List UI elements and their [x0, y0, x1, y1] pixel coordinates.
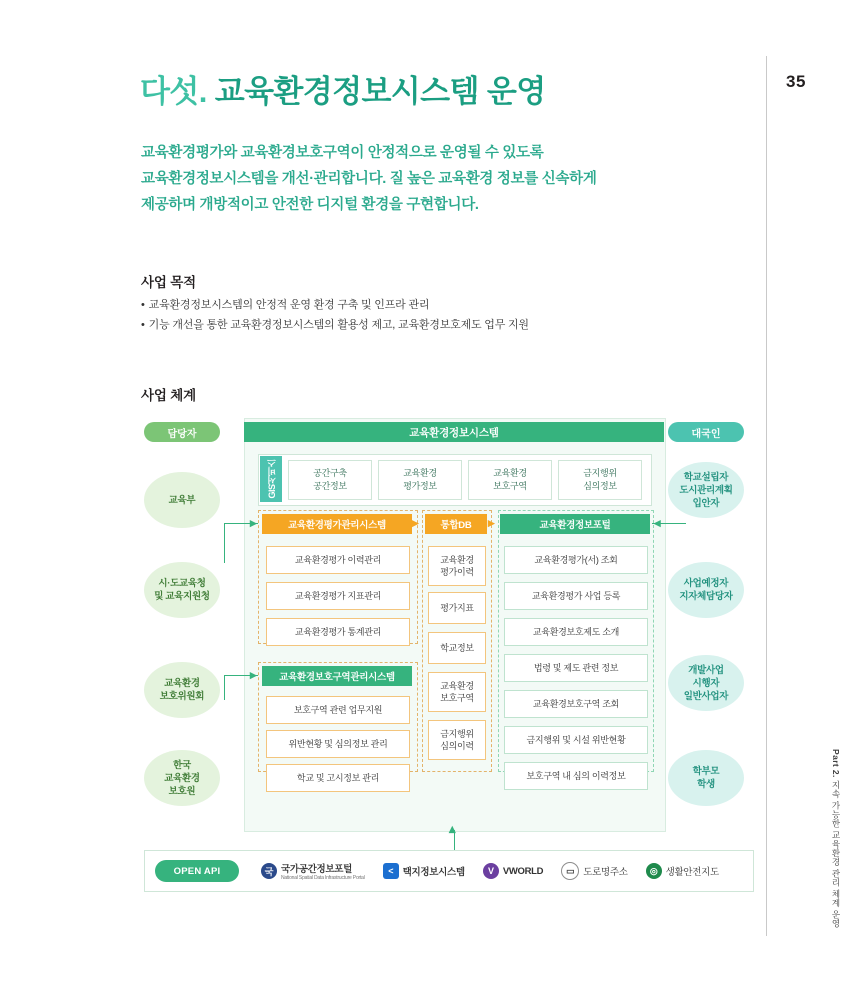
side-running-header-part: Part 2.	[831, 749, 841, 778]
logo-national-spatial	[261, 861, 365, 881]
actor-label: 지자체담당자	[679, 591, 733, 602]
actor-label: 도시관리계획	[679, 484, 733, 496]
actor-label: 학부모	[692, 766, 720, 777]
actor-label: 보호위원회	[159, 691, 205, 702]
system-heading: 사업 체계	[141, 388, 196, 403]
actor-left-3	[144, 662, 220, 718]
gis-cell-4: 금지행위 심의정보	[558, 460, 642, 500]
logo-label: 택지정보시스템	[402, 867, 465, 878]
logo-road-address	[561, 862, 627, 880]
open-api-strip	[144, 850, 754, 892]
db-item-4: 교육환경 보호구역	[428, 672, 486, 712]
logo-label: 생활안전지도	[665, 867, 719, 878]
actor-left-1	[144, 472, 220, 528]
purpose-item: • 교육환경정보시스템의 안정적 운영 환경 구축 및 인프라 관리	[141, 299, 430, 311]
page-title	[140, 66, 546, 111]
vworld-icon: V	[483, 863, 499, 879]
portal-title: 교육환경정보포털	[500, 514, 650, 534]
gis-tag-label: GIS서비스	[266, 459, 277, 499]
arrow-right-top-icon: ◂	[654, 515, 661, 530]
portal-item-3: 교육환경보호제도 소개	[504, 618, 648, 646]
page-number: 35	[786, 72, 806, 91]
lead-line-2: 교육환경정보시스템을 개선·관리합니다. 질 높은 교육환경 정보를 신속하게	[141, 171, 597, 187]
portal-item-2: 교육환경평가 사업 등록	[504, 582, 648, 610]
purpose-heading: 사업 목적	[141, 275, 196, 290]
right-column-header: 대국인	[668, 422, 744, 442]
actor-label: 보호원	[168, 785, 196, 797]
db-title: 통합DB	[425, 514, 487, 534]
gis-cell-3: 교육환경 보호구역	[468, 460, 552, 500]
open-api-badge: OPEN API	[155, 860, 239, 882]
guard-item-2: 위반현황 및 심의정보 관리	[266, 730, 410, 758]
page-title-prefix: 다섯.	[140, 74, 207, 109]
db-item-2: 평가지표	[428, 592, 486, 624]
eval-system-title: 교육환경평가관리시스템	[262, 514, 412, 534]
portal-item-4: 법령 및 제도 관련 정보	[504, 654, 648, 682]
left-column-header: 담당자	[144, 422, 220, 442]
logo-safety-map	[646, 863, 719, 879]
actor-label: 사업예정자	[683, 578, 729, 589]
actor-label: 입안자	[692, 497, 720, 509]
guard-system-title: 교육환경보호구역관리시스템	[262, 666, 412, 686]
portal-item-6: 금지행위 및 시설 위반현황	[504, 726, 648, 754]
logo-land-info	[383, 863, 465, 879]
road-address-icon: ▭	[561, 862, 579, 880]
purpose-item-label: 기능 개선을 통한 교육환경정보시스템의 활용성 제고, 교육환경보호제도 업무 지원	[148, 318, 529, 331]
arrow-left-bottom-icon: ▸	[250, 667, 257, 682]
actor-label: 시·도교육청	[158, 578, 206, 589]
actor-label: 일반사업자	[683, 690, 729, 702]
logo-label: 도로명주소	[583, 867, 628, 878]
arrow-left-top-icon: ▸	[250, 515, 257, 530]
open-api-logo-list	[261, 861, 719, 881]
page-title-main: 교육환경정보시스템 운영	[214, 74, 546, 109]
actor-right-2	[668, 562, 744, 618]
portal-item-1: 교육환경평가(서) 조회	[504, 546, 648, 574]
actor-label: 학생	[697, 779, 715, 790]
national-spatial-icon: 국	[261, 863, 277, 879]
actor-label: 한국	[173, 759, 191, 771]
eval-item-1: 교육환경평가 이력관리	[266, 546, 410, 574]
actor-left-2	[144, 562, 220, 618]
actor-label: 교육부	[168, 494, 196, 506]
guard-item-1: 보호구역 관련 업무지원	[266, 696, 410, 724]
lead-line-3: 제공하며 개방적이고 안전한 디지털 환경을 구현합니다.	[141, 197, 479, 213]
gis-cell-1: 공간구축 공간정보	[288, 460, 372, 500]
db-item-1: 교육환경 평가이력	[428, 546, 486, 586]
lead-line-1: 교육환경평가와 교육환경보호구역이 안정적으로 운영될 수 있도록	[141, 145, 544, 161]
db-item-5: 금지행위 심의이력	[428, 720, 486, 760]
system-diagram	[140, 410, 760, 900]
lead-paragraph	[141, 140, 741, 218]
db-item-3: 학교정보	[428, 632, 486, 664]
arrow-db-to-portal-icon: ▸	[488, 515, 495, 530]
connector-left-top-vert	[224, 523, 225, 563]
logo-sublabel: National Spatial Data Infrastructure Portal	[281, 875, 365, 881]
actor-label: 교육환경	[164, 772, 200, 784]
purpose-list	[141, 296, 741, 335]
side-running-header-text: 지속 가능한 교육환경 관리 체계 운영	[831, 780, 841, 928]
actor-label: 개발사업	[688, 664, 724, 676]
actor-label: 시행자	[692, 677, 720, 689]
purpose-item-label: 교육환경정보시스템의 안정적 운영 환경 구축 및 인프라 관리	[148, 299, 430, 311]
actor-label: 및 교육지원청	[154, 591, 210, 602]
actor-right-1	[668, 462, 744, 518]
arrow-eval-to-db-icon: ▸	[412, 515, 419, 530]
gis-cell-2: 교육환경 평가정보	[378, 460, 462, 500]
page-divider-rule	[766, 56, 767, 936]
logo-vworld	[483, 863, 543, 879]
system-panel-title: 교육환경정보시스템	[244, 422, 664, 442]
land-info-icon: <	[383, 863, 399, 879]
actor-right-4	[668, 750, 744, 806]
actor-label: 학교설립자	[683, 471, 729, 483]
actor-label: 교육환경	[164, 678, 200, 689]
eval-item-3: 교육환경평가 통계관리	[266, 618, 410, 646]
safety-map-icon: ◎	[646, 863, 662, 879]
connector-left-bottom-vert	[224, 675, 225, 700]
actor-left-4	[144, 750, 220, 806]
purpose-item: • 기능 개선을 통한 교육환경정보시스템의 활용성 제고, 교육환경보호제도 업무 지원	[141, 318, 529, 331]
guard-item-3: 학교 및 고시정보 관리	[266, 764, 410, 792]
actor-right-3	[668, 655, 744, 711]
portal-item-5: 교육환경보호구역 조회	[504, 690, 648, 718]
arrow-api-up-icon: ▴	[449, 821, 456, 836]
portal-item-7: 보호구역 내 심의 이력정보	[504, 762, 648, 790]
logo-label: VWORLD	[502, 865, 544, 877]
logo-label: 국가공간정보포털	[281, 864, 353, 875]
gis-tag	[260, 456, 282, 502]
side-running-header	[830, 749, 842, 928]
eval-item-2: 교육환경평가 지표관리	[266, 582, 410, 610]
